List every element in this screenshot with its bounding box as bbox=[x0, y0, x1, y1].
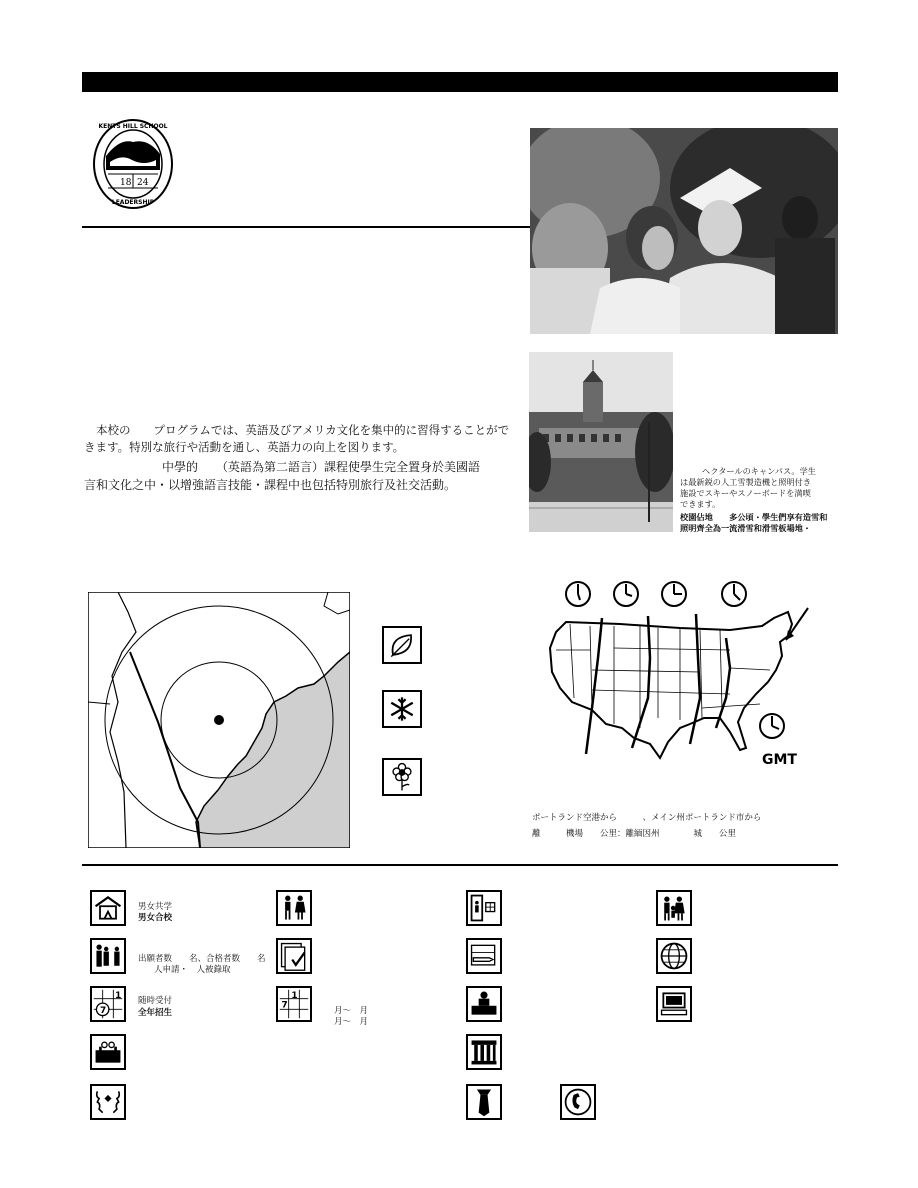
intro-jp-line-2: きます。特別な旅行や活動を通し、英語力の向上を図ります。 bbox=[84, 440, 405, 454]
intro-japanese bbox=[84, 422, 524, 456]
seal-text-top: KENTS HILL SCHOOL bbox=[98, 123, 168, 130]
conversation-icon bbox=[90, 1084, 126, 1120]
snowflake-icon bbox=[382, 690, 422, 728]
header-divider bbox=[82, 226, 530, 228]
intro-cn-line-2: 言和文化之中・以增強語言技能・課程中也包括特別旅行及社交活動。 bbox=[84, 478, 457, 492]
campus-cn-line-1: 校園佔地 多公頃・學生們享有造雪和 bbox=[680, 512, 828, 522]
students-adult-icon bbox=[90, 938, 126, 974]
intro-jp-line-1: 本校の プログラムでは、英語及びアメリカ文化を集中的に習得することがで bbox=[96, 423, 510, 437]
airport-distance-cn: 離 機場 公里：離緬因州 城 公里 bbox=[532, 829, 737, 839]
intro-chinese bbox=[84, 458, 524, 494]
campus-photo bbox=[529, 352, 673, 532]
campus-caption-japanese bbox=[680, 466, 840, 510]
svg-text:1: 1 bbox=[115, 990, 122, 1001]
applicants-cn-label: 人申請・ 人被錄取 bbox=[154, 965, 231, 975]
teacher-desk-icon bbox=[466, 986, 502, 1022]
gmt-label: GMT bbox=[762, 752, 797, 768]
application-form-icon bbox=[276, 938, 312, 974]
campus-caption-chinese bbox=[680, 512, 840, 534]
columns-building-icon bbox=[466, 1034, 502, 1070]
diploma-pencil-icon bbox=[466, 938, 502, 974]
svg-text:7: 7 bbox=[281, 1000, 288, 1011]
intro-cn-line-1: 中學的 （英語為第二語言）課程使學生完全置身於美國語 bbox=[162, 460, 481, 474]
campus-jp-line-3: 施設でスキーやスノーボードを満喫 bbox=[680, 488, 811, 498]
header-bar bbox=[82, 72, 838, 92]
svg-text:1: 1 bbox=[291, 990, 298, 1001]
month-range-1: 月～ 月 bbox=[334, 1006, 369, 1016]
airport-distance-jp: ポートランド空港から 、メイン州ポートランド市から bbox=[532, 813, 762, 823]
family-icon bbox=[656, 890, 692, 926]
seal-year-right: 24 bbox=[137, 178, 149, 188]
boy-girl-icon bbox=[276, 890, 312, 926]
globe-icon bbox=[656, 938, 692, 974]
coed-cn-label: 男女合校 bbox=[138, 913, 173, 923]
school-seal-logo bbox=[92, 118, 174, 210]
flower-icon bbox=[382, 758, 422, 796]
campus-jp-line-2: は最新鋭の人工雪製造機と照明付き bbox=[680, 477, 812, 487]
campus-cn-line-2: 照明齊全為一流滑雪和滑雪板場地・ bbox=[680, 523, 812, 533]
calendar-one-icon bbox=[276, 986, 312, 1022]
us-timezone-map bbox=[530, 578, 840, 774]
seal-year-left: 18 bbox=[120, 178, 132, 188]
seal-text-bottom: LEADERSHIP bbox=[111, 199, 155, 206]
svg-text:7: 7 bbox=[100, 1005, 107, 1016]
telephone-icon bbox=[560, 1084, 596, 1120]
coed-jp-label: 男女共学 bbox=[138, 902, 173, 912]
rolling-cn-label: 全年招生 bbox=[138, 1008, 173, 1018]
graduation-photo bbox=[530, 128, 838, 334]
leaf-icon bbox=[382, 626, 422, 664]
location-map bbox=[88, 592, 350, 848]
dormitory-door-icon bbox=[466, 890, 502, 926]
month-range-2: 月～ 月 bbox=[334, 1017, 369, 1027]
calendar-seven-icon bbox=[90, 986, 126, 1022]
cafeteria-icon bbox=[90, 1034, 126, 1070]
applicants-jp-label: 出願者数 名、合格者数 名 bbox=[138, 954, 266, 964]
campus-jp-line-1: ヘクタールのキャンパス。学生 bbox=[702, 466, 816, 476]
necktie-icon bbox=[466, 1084, 502, 1120]
campus-jp-line-4: できます。 bbox=[680, 499, 721, 509]
rolling-jp-label: 随時受付 bbox=[138, 996, 173, 1006]
facts-divider bbox=[82, 864, 838, 866]
computer-icon bbox=[656, 986, 692, 1022]
school-house-icon bbox=[90, 890, 126, 926]
